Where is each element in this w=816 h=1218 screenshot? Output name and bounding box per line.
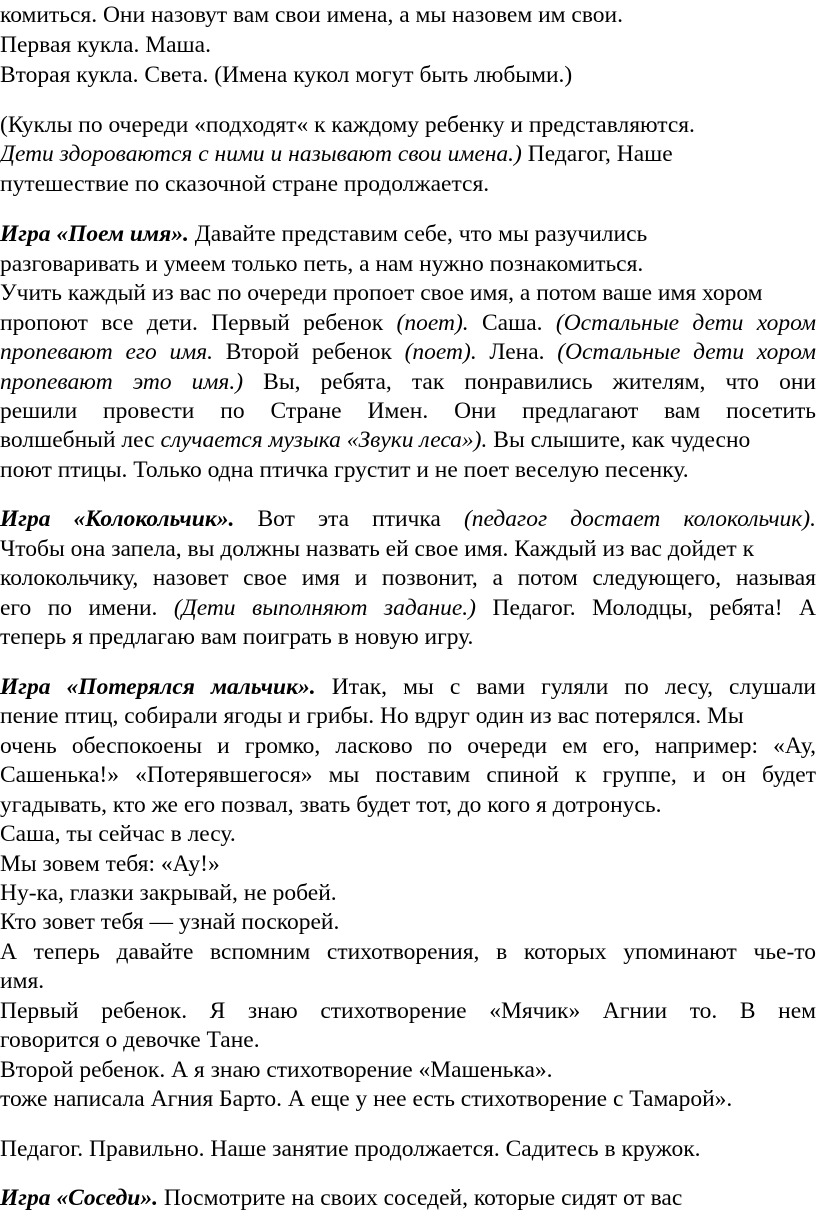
text-line — [0, 250, 816, 279]
text-run: Второй ребенок — [213, 339, 405, 365]
text-line — [0, 702, 816, 731]
text-line — [0, 309, 816, 338]
text-line — [0, 761, 816, 790]
text-run: тоже написала Агния Барто. А еще у нее есть стихотворение с Тамарой». — [0, 1086, 733, 1112]
text-run: случается музыка «Звуки леса»). — [160, 427, 488, 453]
text-run: Кто зовет тебя — узнай поскорей. — [0, 909, 340, 935]
text-line — [0, 594, 816, 623]
text-run: очень обеспокоены и громко, ласково по очереди ем его, например: «Ау, — [0, 733, 816, 759]
text-run: Саша, ты сейчас в лесу. — [0, 821, 236, 847]
text-run: Педагог, Наше — [521, 141, 673, 167]
text-line — [0, 1056, 816, 1085]
text-run: Игра «Колокольчик». — [0, 506, 235, 532]
text-run: Вот эта птичка — [234, 506, 464, 532]
text-line — [0, 820, 816, 849]
text-run: Педагог. Молодцы, ребята! А — [476, 595, 816, 621]
text-line — [0, 938, 816, 967]
text-line — [0, 170, 816, 199]
text-run: пропевают это имя.) — [0, 369, 244, 395]
text-run: решили провести по Стране Имен. Они предлагают вам посетить — [0, 398, 816, 424]
text-run: путешествие по сказочной стране продолжается. — [0, 171, 490, 197]
text-run: (Куклы по очереди «подходят« к каждому ребенку и представляются. — [0, 112, 695, 138]
text-line — [0, 791, 816, 820]
text-run: пение птиц, собирали ягоды и грибы. Но вдруг один из вас потерялся. Мы — [0, 703, 744, 729]
text-run: Первая кукла. Маша. — [0, 32, 211, 58]
text-run: Посмотрите на своих соседей, которые сидят от вас — [157, 1185, 683, 1211]
text-line — [0, 1184, 816, 1213]
text-run: Вторая кукла. Света. (Имена кукол могут быть любыми.) — [0, 62, 573, 88]
text-run: Дети здороваются с ними и называют свои имена.) — [0, 141, 522, 167]
text-run: Итак, мы с вами гуляли по лесу, слушали — [315, 674, 816, 700]
text-line — [0, 732, 816, 761]
text-line — [0, 505, 816, 534]
text-run: пропоют все дети. Первый ребенок — [0, 310, 397, 336]
text-run: (поет). — [396, 310, 469, 336]
text-line — [0, 220, 816, 249]
text-line — [0, 111, 816, 140]
text-line — [0, 61, 816, 90]
text-run: говорится о девочке Тане. — [0, 1027, 260, 1053]
text-run: (педагог достает колокольчик). — [463, 506, 816, 532]
text-run: (поет). — [404, 339, 477, 365]
text-run: угадывать, кто же его позвал, звать будет тот, до кого я дотронусь. — [0, 792, 662, 818]
text-line — [0, 564, 816, 593]
text-run: колокольчику, назовет свое имя и позвонит, а потом следующего, называя — [0, 565, 816, 591]
text-run: Ну-ка, глазки закрывай, не робей. — [0, 880, 337, 906]
text-line — [0, 967, 816, 996]
text-line — [0, 997, 816, 1026]
text-run: Учить каждый из вас по очереди пропоет свое имя, а потом ваше имя хором — [0, 280, 763, 306]
text-line — [0, 1135, 816, 1164]
text-line — [0, 426, 816, 455]
text-run: пропевают его имя. — [0, 339, 214, 365]
text-run: А теперь давайте вспомним стихотворения, в которых упоминают чье-то — [0, 939, 816, 965]
text-run: разговаривать и умеем только петь, а нам нужно познакомиться. — [0, 251, 644, 277]
text-line — [0, 1085, 816, 1114]
text-run: Лена. — [476, 339, 558, 365]
text-line — [0, 31, 816, 60]
text-line — [0, 279, 816, 308]
text-run: Игра «Соседи». — [0, 1185, 158, 1211]
text-run: его по имени. — [0, 595, 174, 621]
text-line — [0, 879, 816, 908]
text-run: комиться. Они назовут вам свои имена, а мы назовем им свои. — [0, 2, 623, 28]
text-line — [0, 140, 816, 169]
text-run: волшебный лес — [0, 427, 161, 453]
text-run: Мы зовем тебя: «Ау!» — [0, 851, 220, 877]
text-line — [0, 850, 816, 879]
text-line — [0, 623, 816, 652]
text-run: Педагог. Правильно. Наше занятие продолжается. Садитесь в кружок. — [0, 1136, 701, 1162]
text-run: Игра «Потерялся мальчик». — [0, 674, 316, 700]
text-line — [0, 908, 816, 937]
text-line — [0, 1, 816, 30]
text-line — [0, 368, 816, 397]
text-run: Вы, ребята, так понравились жителям, что они — [243, 369, 816, 395]
text-run: Вы слышите, как чудесно — [487, 427, 751, 453]
text-run: Давайте представим себе, что мы разучились — [188, 221, 648, 247]
text-run: (Остальные дети хором — [555, 310, 816, 336]
text-line — [0, 338, 816, 367]
text-run: имя. — [0, 968, 45, 994]
text-run: Первый ребенок. Я знаю стихотворение «Мячик» Агнии то. В нем — [0, 998, 816, 1024]
text-run: поют птицы. Только одна птичка грустит и не поет веселую песенку. — [0, 457, 689, 483]
text-run: теперь я предлагаю вам поиграть в новую игру. — [0, 624, 474, 650]
text-line — [0, 673, 816, 702]
text-run: (Дети выполняют задание.) — [173, 595, 477, 621]
text-line — [0, 397, 816, 426]
text-run: Чтобы она запела, вы должны назвать ей свое имя. Каждый из вас дойдет к — [0, 536, 754, 562]
text-line — [0, 456, 816, 485]
text-run: Саша. — [468, 310, 556, 336]
text-line — [0, 535, 816, 564]
text-run: Игра «Поем имя». — [0, 221, 189, 247]
text-line — [0, 1026, 816, 1055]
text-run: Второй ребенок. А я знаю стихотворение «Машенька». — [0, 1057, 553, 1083]
text-run: Сашенька!» «Потерявшегося» мы поставим спиной к группе, и он будет — [0, 762, 816, 788]
text-run: (Остальные дети хором — [557, 339, 816, 365]
